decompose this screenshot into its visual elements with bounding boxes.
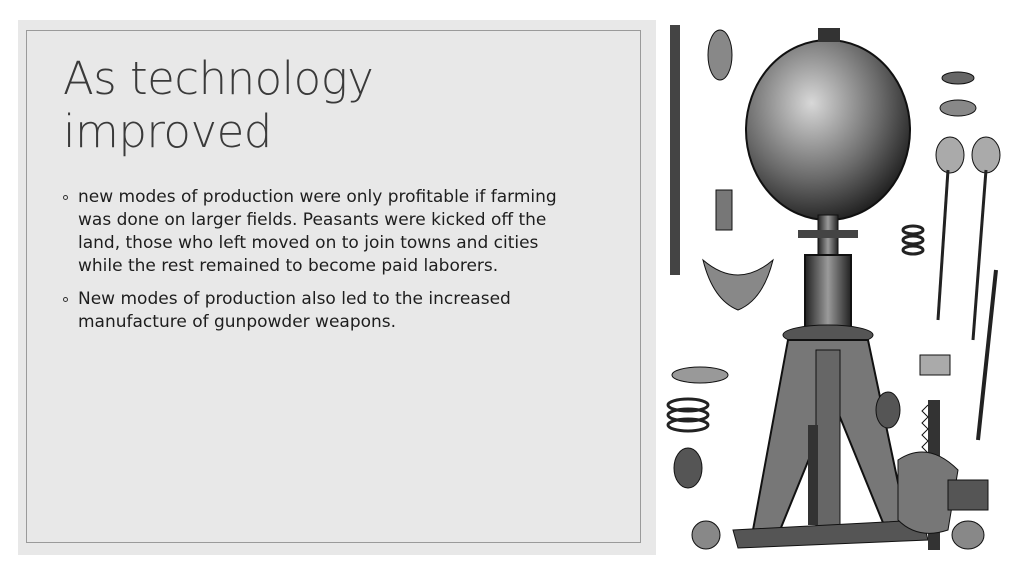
bullet-item (63, 186, 583, 278)
bullet-text: new modes of production were only profitable if farming was done on larger fields. Peasants were kicked off the land, those who left moved on to join towns and cities while the rest remained to become paid laborers. (78, 187, 557, 276)
bullet-circle-icon (63, 297, 68, 302)
slide-title: As technology improved (63, 52, 374, 158)
bullet-text: New modes of production also led to the increased manufacture of gunpowder weapons. (78, 289, 511, 332)
bullet-item (63, 288, 583, 334)
vacuum-pump-engraving-icon (658, 20, 1008, 555)
bullet-circle-icon (63, 195, 68, 200)
bullet-list (63, 186, 583, 344)
engraving-image (658, 20, 1008, 555)
